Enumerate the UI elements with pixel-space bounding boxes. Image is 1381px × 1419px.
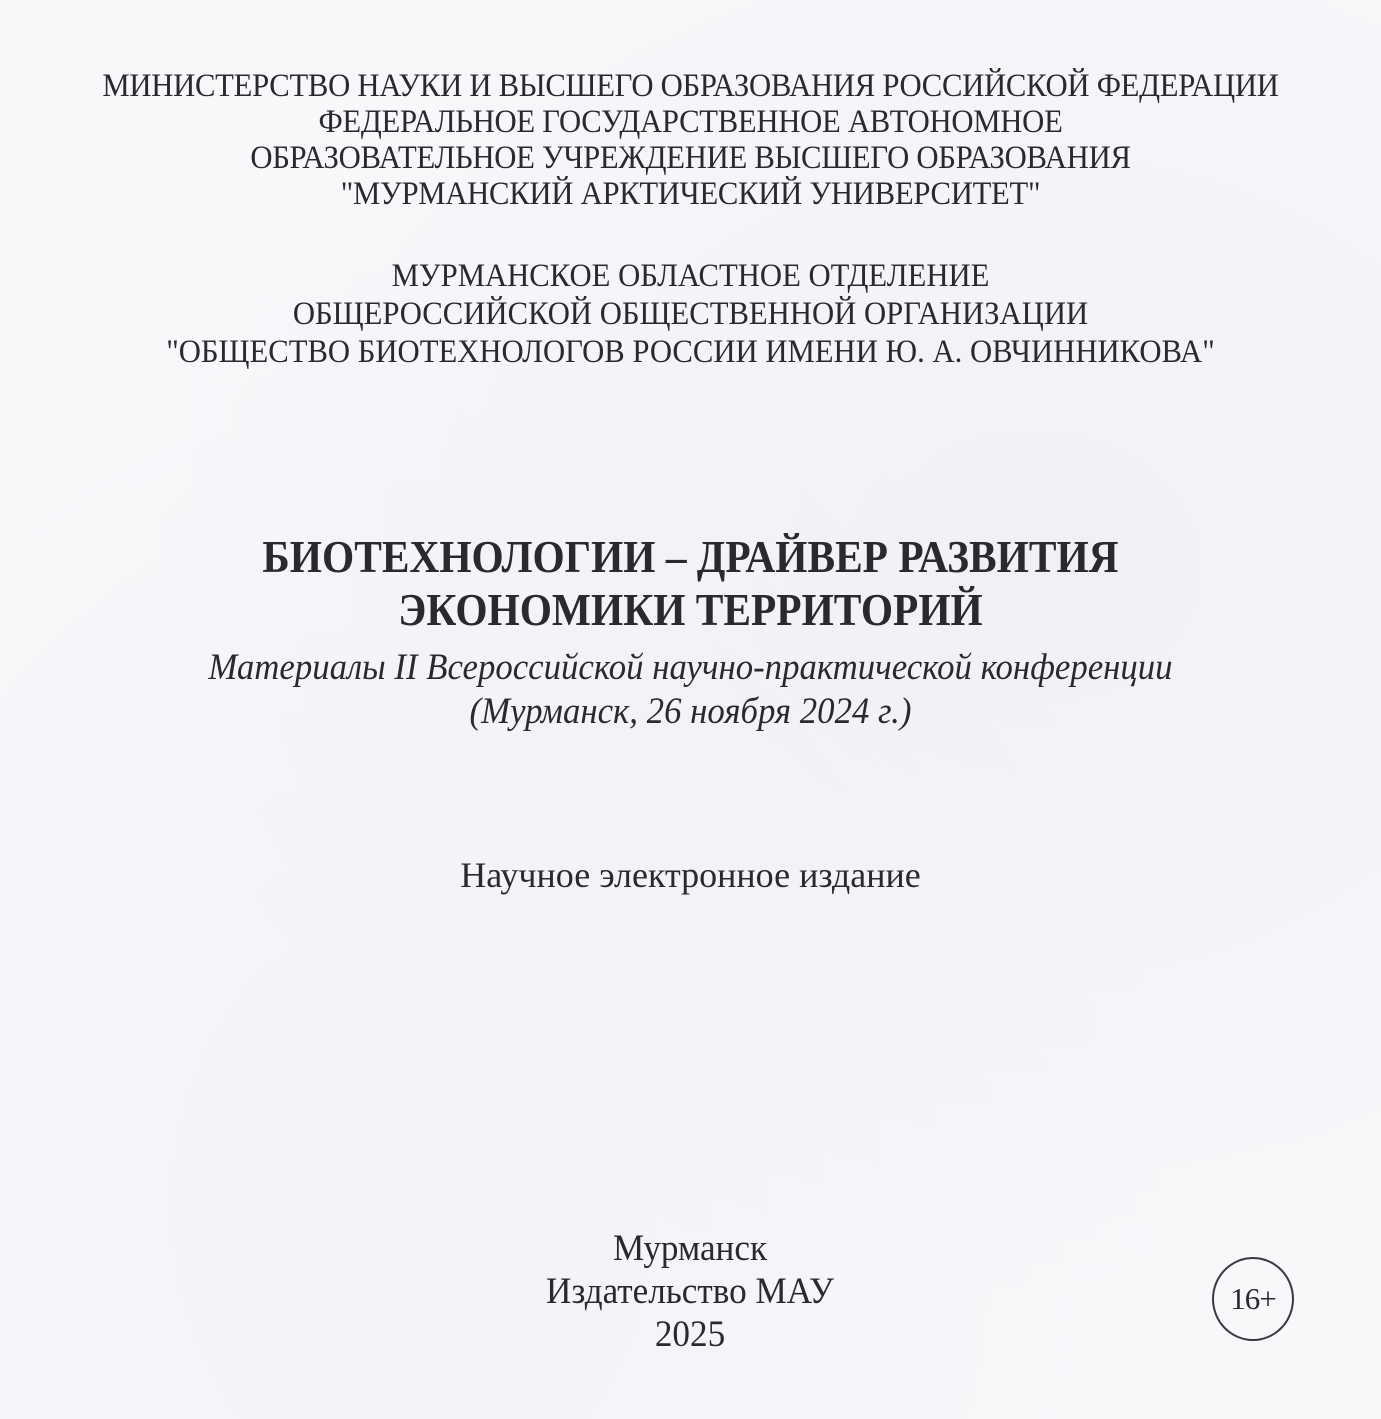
imprint-year: 2025 bbox=[654, 1314, 726, 1355]
imprint bbox=[386, 1227, 994, 1356]
ministry-line: МИНИСТЕРСТВО НАУКИ И ВЫСШЕГО ОБРАЗОВАНИЯ РОССИЙСКОЙ ФЕДЕРАЦИИ bbox=[102, 68, 1279, 104]
imprint-publisher: Издательство МАУ bbox=[546, 1271, 834, 1312]
ministry-line: ФЕДЕРАЛЬНОЕ ГОСУДАРСТВЕННОЕ АВТОНОМНОЕ bbox=[318, 104, 1063, 140]
ministry-header bbox=[48, 68, 1332, 212]
university-name: "МУРМАНСКИЙ АРКТИЧЕСКИЙ УНИВЕРСИТЕТ" bbox=[340, 176, 1041, 212]
society-line: ОБЩЕРОССИЙСКОЙ ОБЩЕСТВЕННОЙ ОРГАНИЗАЦИИ bbox=[292, 296, 1089, 332]
document-title bbox=[69, 530, 1312, 636]
title-line: ЭКОНОМИКИ ТЕРРИТОРИЙ bbox=[398, 584, 983, 635]
ministry-line: ОБРАЗОВАТЕЛЬНОЕ УЧРЕЖДЕНИЕ ВЫСШЕГО ОБРАЗОВАНИЯ bbox=[250, 140, 1131, 176]
title-line: БИОТЕХНОЛОГИИ – ДРАЙВЕР РАЗВИТИЯ bbox=[262, 531, 1119, 582]
society-header bbox=[48, 257, 1332, 371]
society-name: "ОБЩЕСТВО БИОТЕХНОЛОГОВ РОССИИ ИМЕНИ Ю. А. ОВЧИННИКОВА" bbox=[166, 334, 1215, 370]
age-rating-label: 16+ bbox=[1230, 1281, 1276, 1316]
conference-date: (Мурманск, 26 ноября 2024 г.) bbox=[469, 691, 912, 732]
document-subtitle bbox=[41, 646, 1339, 734]
imprint-city: Мурманск bbox=[612, 1228, 768, 1269]
edition-type: Научное электронное издание bbox=[460, 855, 921, 895]
age-rating-badge bbox=[1212, 1257, 1294, 1341]
society-line: МУРМАНСКОЕ ОБЛАСТНОЕ ОТДЕЛЕНИЕ bbox=[391, 258, 990, 294]
subtitle-line: Материалы II Всероссийской научно-практической конференции bbox=[208, 647, 1173, 688]
